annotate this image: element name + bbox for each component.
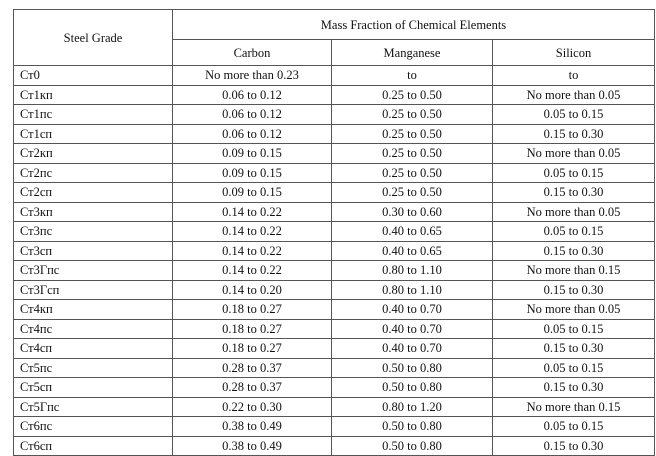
grade-cell: Ст2пс (14, 163, 173, 183)
manganese-cell: 0.25 to 0.50 (332, 124, 493, 144)
carbon-cell: 0.09 to 0.15 (173, 183, 332, 203)
manganese-cell: 0.40 to 0.65 (332, 241, 493, 261)
table-row (14, 358, 655, 378)
carbon-cell: 0.22 to 0.30 (173, 397, 332, 417)
table-row (14, 124, 655, 144)
carbon-cell: 0.18 to 0.27 (173, 339, 332, 359)
table-row (14, 261, 655, 281)
silicon-cell: 0.05 to 0.15 (493, 358, 655, 378)
silicon-cell: No more than 0.05 (493, 300, 655, 320)
grade-cell: Ст4сп (14, 339, 173, 359)
manganese-cell: 0.25 to 0.50 (332, 85, 493, 105)
carbon-cell: 0.38 to 0.49 (173, 417, 332, 437)
table-body (14, 66, 655, 456)
manganese-cell: 0.50 to 0.80 (332, 436, 493, 456)
carbon-cell: 0.09 to 0.15 (173, 144, 332, 164)
manganese-cell: 0.80 to 1.10 (332, 261, 493, 281)
manganese-cell: 0.30 to 0.60 (332, 202, 493, 222)
silicon-cell: 0.05 to 0.15 (493, 417, 655, 437)
carbon-cell: 0.06 to 0.12 (173, 124, 332, 144)
carbon-cell: 0.14 to 0.22 (173, 202, 332, 222)
grade-cell: Ст5сп (14, 378, 173, 398)
table-row (14, 280, 655, 300)
header-mass-fraction: Mass Fraction of Chemical Elements (173, 10, 655, 40)
grade-cell: Ст3Гсп (14, 280, 173, 300)
table-container (13, 9, 655, 456)
grade-cell: Ст5пс (14, 358, 173, 378)
manganese-cell: to (332, 66, 493, 86)
manganese-cell: 0.40 to 0.70 (332, 300, 493, 320)
table-row (14, 319, 655, 339)
grade-cell: Ст0 (14, 66, 173, 86)
manganese-cell: 0.50 to 0.80 (332, 378, 493, 398)
grade-cell: Ст1пс (14, 105, 173, 125)
table-row (14, 163, 655, 183)
carbon-cell: 0.14 to 0.22 (173, 241, 332, 261)
carbon-cell: 0.28 to 0.37 (173, 358, 332, 378)
silicon-cell: No more than 0.15 (493, 397, 655, 417)
chemical-composition-table (13, 9, 655, 456)
grade-cell: Ст1кп (14, 85, 173, 105)
carbon-cell: 0.09 to 0.15 (173, 163, 332, 183)
header-silicon: Silicon (493, 40, 655, 66)
table-row (14, 222, 655, 242)
grade-cell: Ст3Гпс (14, 261, 173, 281)
manganese-cell: 0.25 to 0.50 (332, 163, 493, 183)
grade-cell: Ст3кп (14, 202, 173, 222)
manganese-cell: 0.40 to 0.70 (332, 319, 493, 339)
silicon-cell: No more than 0.05 (493, 144, 655, 164)
grade-cell: Ст3пс (14, 222, 173, 242)
grade-cell: Ст4пс (14, 319, 173, 339)
silicon-cell: 0.05 to 0.15 (493, 163, 655, 183)
grade-cell: Ст5Гпс (14, 397, 173, 417)
carbon-cell: 0.38 to 0.49 (173, 436, 332, 456)
silicon-cell: to (493, 66, 655, 86)
silicon-cell: 0.05 to 0.15 (493, 319, 655, 339)
manganese-cell: 0.25 to 0.50 (332, 183, 493, 203)
table-row (14, 144, 655, 164)
silicon-cell: 0.05 to 0.15 (493, 222, 655, 242)
silicon-cell: 0.15 to 0.30 (493, 183, 655, 203)
table-row (14, 105, 655, 125)
carbon-cell: No more than 0.23 (173, 66, 332, 86)
manganese-cell: 0.50 to 0.80 (332, 358, 493, 378)
carbon-cell: 0.18 to 0.27 (173, 300, 332, 320)
manganese-cell: 0.80 to 1.20 (332, 397, 493, 417)
silicon-cell: 0.15 to 0.30 (493, 339, 655, 359)
header-manganese: Manganese (332, 40, 493, 66)
header-steel-grade: Steel Grade (14, 10, 173, 66)
header-carbon: Carbon (173, 40, 332, 66)
silicon-cell: 0.15 to 0.30 (493, 124, 655, 144)
silicon-cell: No more than 0.05 (493, 85, 655, 105)
silicon-cell: 0.15 to 0.30 (493, 378, 655, 398)
grade-cell: Ст3сп (14, 241, 173, 261)
grade-cell: Ст4кп (14, 300, 173, 320)
carbon-cell: 0.06 to 0.12 (173, 85, 332, 105)
silicon-cell: 0.05 to 0.15 (493, 105, 655, 125)
manganese-cell: 0.80 to 1.10 (332, 280, 493, 300)
manganese-cell: 0.50 to 0.80 (332, 417, 493, 437)
table-row (14, 339, 655, 359)
grade-cell: Ст6пс (14, 417, 173, 437)
table-row (14, 241, 655, 261)
table-row (14, 202, 655, 222)
carbon-cell: 0.14 to 0.20 (173, 280, 332, 300)
silicon-cell: No more than 0.05 (493, 202, 655, 222)
silicon-cell: 0.15 to 0.30 (493, 241, 655, 261)
carbon-cell: 0.14 to 0.22 (173, 222, 332, 242)
silicon-cell: 0.15 to 0.30 (493, 436, 655, 456)
header-row-top (14, 10, 655, 40)
silicon-cell: No more than 0.15 (493, 261, 655, 281)
grade-cell: Ст6сп (14, 436, 173, 456)
carbon-cell: 0.18 to 0.27 (173, 319, 332, 339)
table-row (14, 66, 655, 86)
table-row (14, 397, 655, 417)
grade-cell: Ст1сп (14, 124, 173, 144)
table-row (14, 85, 655, 105)
carbon-cell: 0.14 to 0.22 (173, 261, 332, 281)
manganese-cell: 0.25 to 0.50 (332, 144, 493, 164)
table-row (14, 378, 655, 398)
table-row (14, 417, 655, 437)
table-row (14, 300, 655, 320)
table-row (14, 183, 655, 203)
manganese-cell: 0.25 to 0.50 (332, 105, 493, 125)
grade-cell: Ст2кп (14, 144, 173, 164)
manganese-cell: 0.40 to 0.65 (332, 222, 493, 242)
table-row (14, 436, 655, 456)
carbon-cell: 0.06 to 0.12 (173, 105, 332, 125)
grade-cell: Ст2сп (14, 183, 173, 203)
carbon-cell: 0.28 to 0.37 (173, 378, 332, 398)
manganese-cell: 0.40 to 0.70 (332, 339, 493, 359)
silicon-cell: 0.15 to 0.30 (493, 280, 655, 300)
